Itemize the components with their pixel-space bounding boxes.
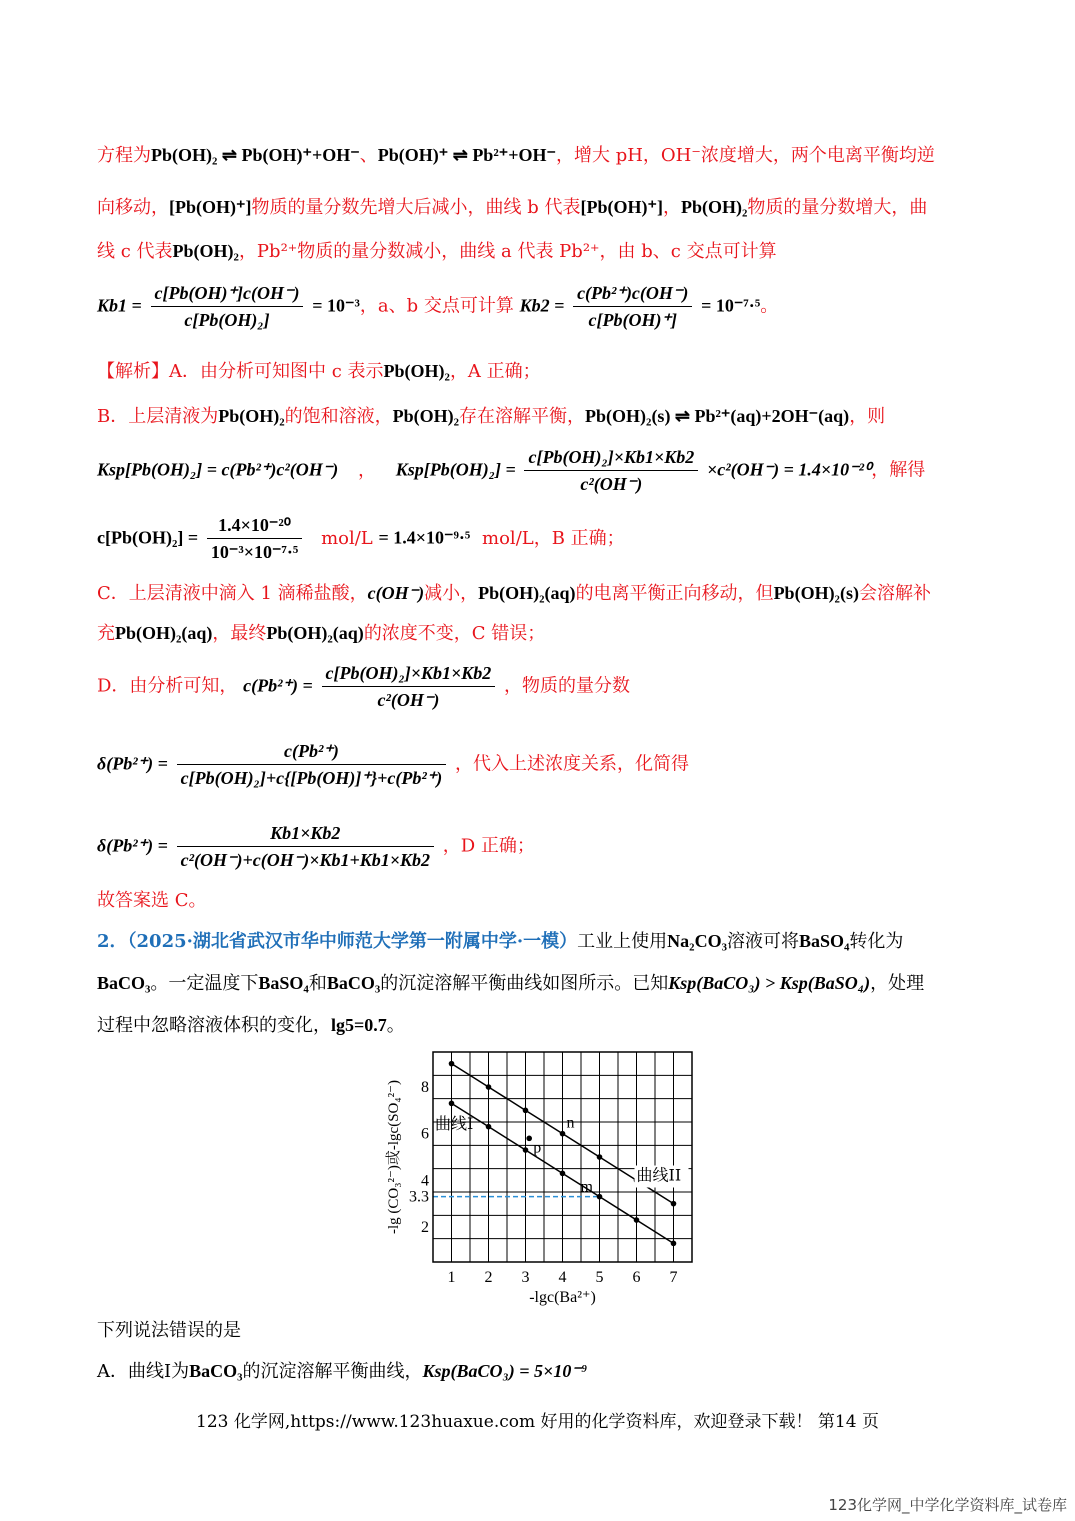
species: c(OH⁻) (367, 583, 425, 603)
equation: = 1.4×10⁻⁹·⁵ (378, 527, 471, 548)
text: 下列说法错误的是 (97, 1320, 241, 1341)
kb2-fraction (573, 282, 692, 331)
data-point (486, 1084, 492, 1090)
text: 充 (97, 623, 115, 644)
text: 的沉淀溶解平衡曲线， (242, 1361, 423, 1382)
species: BaCO₃ (97, 973, 151, 993)
data-point (486, 1124, 492, 1130)
y-tick-label: 8 (421, 1079, 429, 1096)
series-label: 曲线I (435, 1114, 474, 1133)
species: BaCO₃ (326, 973, 381, 993)
text: ，代入上述浓度关系，化简得 (454, 753, 689, 775)
text: 会溶解补 (858, 583, 931, 604)
answer (97, 888, 207, 914)
denominator: c[Pb(OH)₂] (184, 310, 270, 330)
species: Pb(OH)₂(aq) (478, 583, 576, 603)
y-axis-label: -lg (CO₃²⁻)或-lgc(SO₄²⁻) (386, 1079, 402, 1235)
text: ，则 (849, 406, 886, 427)
x-tick-label: 2 (484, 1269, 493, 1286)
text: ，处理 (870, 973, 925, 994)
point-label-m: m (580, 1178, 593, 1196)
x-tick-label: 6 (632, 1269, 641, 1286)
text: ，a、b 交点可计算 (359, 295, 514, 317)
equation: Ksp[Pb(OH)₂] = c(Pb²⁺)c²(OH⁻) (97, 459, 339, 480)
text: ，增大 pH，OH⁻浓度增大，两个电离平衡均逆 (555, 145, 935, 166)
text: 。 (760, 295, 779, 317)
analysis-b (97, 403, 885, 430)
y-tick-label: 6 (421, 1125, 429, 1143)
species: Pb(OH)₂ (680, 197, 748, 217)
text: 过程中忽略溶液体积的变化， (97, 1015, 331, 1036)
numerator: c(Pb²⁺) (177, 740, 447, 765)
text: 的沉淀溶解平衡曲线如图所示。已知 (380, 973, 669, 994)
para-kb-constants (97, 282, 778, 331)
unit: mol/L (321, 527, 373, 549)
para-curve-c (97, 238, 777, 265)
text: 转化为 (849, 931, 904, 952)
pb-conc-fraction (322, 662, 496, 711)
data-point (671, 1201, 677, 1207)
text: ，A 正确； (449, 361, 541, 382)
data-point (449, 1101, 455, 1107)
y-tick-label: 3.3 (409, 1188, 429, 1206)
text: ， (662, 197, 681, 218)
question-2-line3 (97, 1012, 405, 1039)
data-point (449, 1061, 455, 1067)
text: 。一定温度下 (150, 973, 259, 994)
y-tick-label: 2 (421, 1219, 429, 1236)
ksp-compare: Ksp(BaCO₃) > Ksp(BaSO₄) (668, 973, 871, 993)
data-point (523, 1147, 529, 1153)
species: Pb(OH)₂ (383, 361, 450, 381)
delta-simplified (97, 822, 535, 871)
text: C．上层清液中滴入 1 滴稀盐酸， (97, 583, 368, 604)
text: 的电离平衡正向移动，但 (575, 583, 774, 604)
analysis-c-cont (97, 620, 545, 647)
numerator: c(Pb²⁺)c(OH⁻) (573, 282, 692, 307)
analysis-d (97, 662, 630, 711)
conc-fraction (207, 514, 302, 563)
kb1-label: Kb1 = (97, 295, 142, 316)
species: Pb(OH)₂(s) (773, 583, 859, 603)
conc-calculation (97, 514, 625, 563)
text: 。 (386, 1015, 405, 1036)
kb2-label: Kb2 = (519, 295, 565, 316)
data-point (560, 1171, 566, 1177)
equation: δ(Pb²⁺) = (97, 753, 168, 774)
denominator: c²(OH⁻) (580, 474, 643, 494)
analysis-c (97, 580, 931, 607)
point-p (526, 1136, 532, 1142)
text: ， (358, 459, 376, 481)
denominator: c²(OH⁻)+c(OH⁻)×Kb1+Kb1×Kb2 (180, 850, 430, 870)
question-2-line1 (97, 928, 903, 955)
ksp-fraction (524, 446, 698, 495)
species: Pb(OH)₂ (392, 406, 460, 426)
equation: Pb(OH)₂(s) ⇌ Pb²⁺(aq)+2OH⁻(aq) (585, 406, 850, 426)
data-point (523, 1108, 529, 1114)
numerator: c[Pb(OH)₂]×Kb1×Kb2 (322, 662, 496, 687)
ksp-expression (97, 446, 925, 495)
kb2-value: = 10⁻⁷·⁵ (701, 295, 761, 316)
page-footer: 123 化学网,https://www.123huaxue.com 好用的化学资料库，欢迎登录下载！ 第14 页 (196, 1412, 879, 1432)
question-2-line2 (97, 970, 924, 997)
corner-watermark: 123化学网_中学化学资料库_试卷库 (828, 1496, 1067, 1514)
para-equilibrium-eqs (97, 142, 935, 169)
numerator: c[Pb(OH)⁺]c(OH⁻) (151, 282, 304, 307)
x-tick-label: 5 (595, 1269, 604, 1286)
text: 物质的量分数增大，曲 (747, 197, 928, 218)
question-prompt (97, 1318, 241, 1344)
text: 的饱和溶液， (284, 406, 393, 427)
text: 方程为 (97, 145, 151, 166)
data-point (671, 1241, 677, 1247)
y-tick-label: 4 (421, 1172, 429, 1190)
text: ，Pb²⁺物质的量分数减小，曲线 a 代表 Pb²⁺，由 b、c 交点可计算 (238, 241, 777, 262)
text: 存在溶解平衡， (459, 406, 586, 427)
ksp-value: Ksp(BaCO₃) = 5×10⁻⁹ (422, 1361, 588, 1381)
option-a[interactable] (97, 1358, 587, 1385)
text: ，解得 (871, 459, 926, 481)
equation: c[Pb(OH)₂] = (97, 527, 199, 548)
x-tick-label: 1 (447, 1269, 456, 1286)
species: BaSO₄ (258, 973, 309, 993)
species: Na₂CO₃ (667, 931, 727, 951)
species: Pb(OH)₂ (172, 241, 239, 261)
point-label-p: p (533, 1139, 542, 1157)
analysis-a (97, 358, 541, 385)
x-tick-label: 4 (558, 1269, 567, 1286)
x-tick-label: 7 (669, 1269, 678, 1286)
text: 的浓度不变，C 错误； (363, 623, 546, 644)
unit: mol/L，B 正确； (482, 527, 625, 549)
question-source: （2025·湖北省武汉市华中师范大学第一附属中学·一模） (127, 931, 578, 952)
delta-simplified-fraction (177, 822, 434, 871)
species: BaCO₃ (189, 1361, 243, 1381)
text: ，物质的量分数 (504, 675, 631, 697)
numerator: 1.4×10⁻²⁰ (207, 514, 302, 539)
text: 、 (359, 145, 378, 166)
equation: Pb(OH)₂ ⇌ Pb(OH)⁺+OH⁻ (151, 145, 360, 165)
species: [Pb(OH)⁺] (169, 197, 252, 217)
equation: δ(Pb²⁺) = (97, 835, 168, 856)
text: D．由分析可知， (97, 675, 238, 697)
para-curve-b (97, 194, 927, 221)
text: 线 c 代表 (97, 241, 173, 262)
denominator: c[Pb(OH)⁺] (588, 310, 677, 330)
point-label-n: n (566, 1114, 575, 1132)
x-axis-label: -lgc(Ba²⁺) (529, 1289, 596, 1306)
question-number: 2． (97, 931, 128, 952)
series-label: 曲线II (636, 1165, 682, 1185)
species: Pb(OH)₂(aq) (266, 623, 364, 643)
given: lg5=0.7 (331, 1015, 387, 1035)
data-point (560, 1131, 566, 1137)
denominator: 10⁻³×10⁻⁷·⁵ (210, 542, 299, 562)
denominator: c²(OH⁻) (377, 690, 440, 710)
data-point (634, 1217, 640, 1223)
text: ，最终 (212, 623, 267, 644)
equation: Pb(OH)⁺ ⇌ Pb²⁺+OH⁻ (377, 145, 556, 165)
equation: c(Pb²⁺) = (243, 675, 313, 696)
kb1-value: = 10⁻³ (312, 295, 360, 316)
data-point (597, 1154, 603, 1160)
text: B．上层清液为 (97, 406, 219, 427)
solubility-chart (370, 1040, 710, 1310)
text: 【解析】A．由分析可知图中 c 表示 (97, 361, 384, 382)
species: BaSO₄ (798, 931, 850, 951)
text: 向移动， (97, 197, 169, 218)
kb1-fraction (151, 282, 304, 331)
species: [Pb(OH)⁺] (580, 197, 663, 217)
species: Pb(OH)₂ (218, 406, 285, 426)
equation: Ksp[Pb(OH)₂] = (395, 459, 516, 480)
delta-expression (97, 740, 689, 789)
text: 工业上使用 (577, 931, 668, 952)
numerator: Kb1×Kb2 (177, 822, 434, 847)
text: 溶液可将 (726, 931, 799, 952)
species: Pb(OH)₂(aq) (115, 623, 213, 643)
denominator: c[Pb(OH)₂]+c{[Pb(OH)]⁺}+c(Pb²⁺) (180, 768, 443, 788)
delta-fraction (177, 740, 447, 789)
text: ，D 正确； (442, 835, 535, 857)
data-point (597, 1194, 603, 1200)
text: 故答案选 C。 (97, 890, 207, 911)
text: A．曲线Ⅰ为 (97, 1361, 190, 1382)
text: 减小， (424, 583, 479, 604)
numerator: c[Pb(OH)₂]×Kb1×Kb2 (524, 446, 698, 471)
text: 和 (308, 973, 327, 994)
equation: ×c²(OH⁻) = 1.4×10⁻²⁰ (706, 459, 872, 480)
text: 物质的量分数先增大后减小，曲线 b 代表 (251, 197, 581, 218)
x-tick-label: 3 (521, 1269, 530, 1286)
